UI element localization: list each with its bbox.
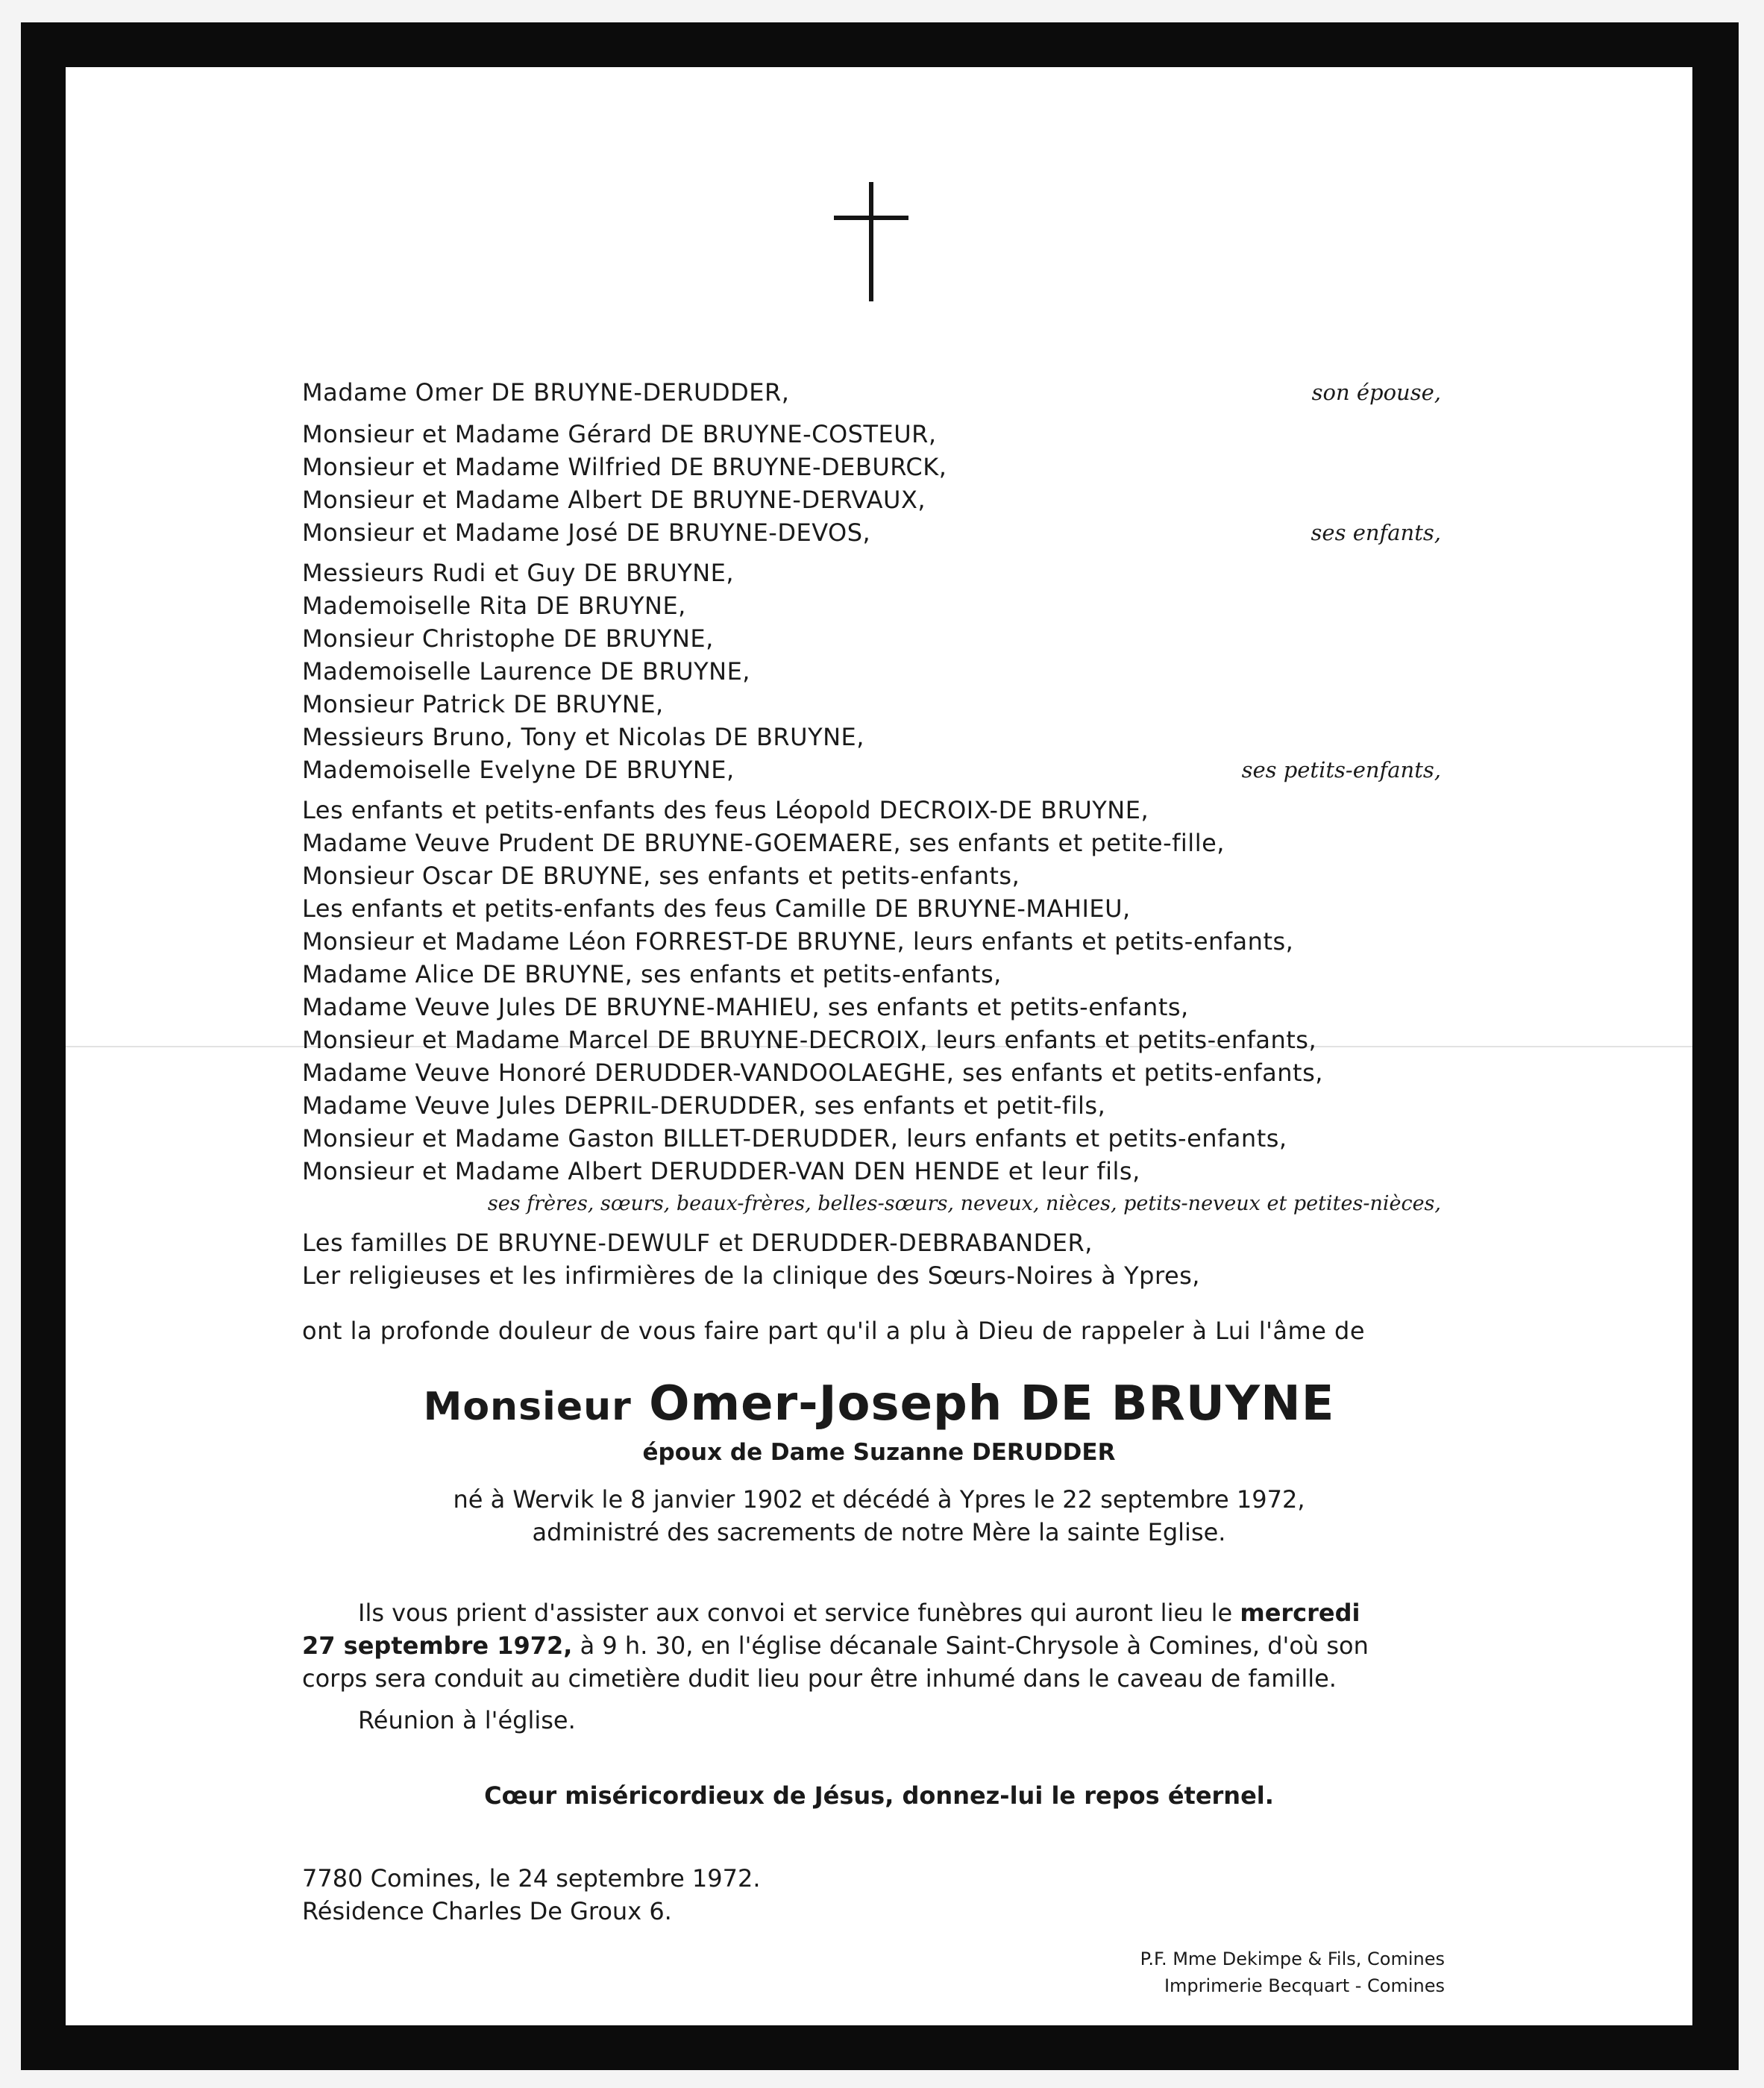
prayer-line: Cœur miséricordieux de Jésus, donnez-lui le repos éternel. xyxy=(484,1781,1274,1810)
printer-credit: Imprimerie Becquart - Comines xyxy=(1164,1975,1445,1996)
family-line: Monsieur et Madame Wilfried DE BRUYNE-DEBURCK, xyxy=(302,453,947,481)
sacraments-line: administré des sacrements de notre Mère la sainte Eglise. xyxy=(532,1518,1226,1546)
deceased-title: Monsieur xyxy=(423,1385,632,1429)
family-line: Ler religieuses et les infirmières de la clinique des Sœurs-Noires à Ypres, xyxy=(302,1261,1200,1290)
family-line: Madame Alice DE BRUYNE, ses enfants et petits-enfants, xyxy=(302,960,1002,988)
family-line: Messieurs Bruno, Tony et Nicolas DE BRUYNE, xyxy=(302,723,864,751)
family-line: Madame Veuve Jules DEPRIL-DERUDDER, ses enfants et petit-fils, xyxy=(302,1091,1106,1120)
family-line: Monsieur et Madame José DE BRUYNE-DEVOS, xyxy=(302,518,871,547)
relation-label-enfants: ses enfants, xyxy=(1311,520,1441,545)
family-line: Monsieur Christophe DE BRUYNE, xyxy=(302,624,714,653)
residence-address: Résidence Charles De Groux 6. xyxy=(302,1897,672,1925)
service-line-2: 27 septembre 1972, à 9 h. 30, en l'église décanale Saint-Chrysole à Comines, d'où son xyxy=(302,1631,1369,1660)
deceased-spouse: époux de Dame Suzanne DERUDDER xyxy=(642,1439,1116,1466)
announcement-text: ont la profonde douleur de vous faire part qu'il a plu à Dieu de rappeler à Lui l'âme de xyxy=(302,1317,1366,1345)
family-line: Monsieur Patrick DE BRUYNE, xyxy=(302,690,664,718)
family-line: Mademoiselle Laurence DE BRUYNE, xyxy=(302,657,750,686)
family-line: Mademoiselle Evelyne DE BRUYNE, xyxy=(302,756,735,784)
family-line: Monsieur et Madame Léon FORREST-DE BRUYNE, leurs enfants et petits-enfants, xyxy=(302,927,1294,956)
family-line: Les familles DE BRUYNE-DEWULF et DERUDDER-DEBRABANDER, xyxy=(302,1229,1093,1257)
family-line: Madame Veuve Prudent DE BRUYNE-GOEMAERE, ses enfants et petite-fille, xyxy=(302,829,1225,857)
relation-label-petits-enfants: ses petits-enfants, xyxy=(1241,757,1441,783)
family-line: Monsieur et Madame Gaston BILLET-DERUDDER, leurs enfants et petits-enfants, xyxy=(302,1124,1287,1153)
family-line: Madame Veuve Honoré DERUDDER-VANDOOLAEGHE, ses enfants et petits-enfants, xyxy=(302,1059,1323,1087)
family-line: Monsieur Oscar DE BRUYNE, ses enfants et petits-enfants, xyxy=(302,862,1020,890)
family-line: Madame Omer DE BRUYNE-DERUDDER, xyxy=(302,378,790,407)
family-line: Monsieur et Madame Albert DE BRUYNE-DERVAUX, xyxy=(302,486,926,514)
family-line: Messieurs Rudi et Guy DE BRUYNE, xyxy=(302,559,735,587)
family-line: Les enfants et petits-enfants des feus Léopold DECROIX-DE BRUYNE, xyxy=(302,796,1149,824)
service-line-1: Ils vous prient d'assister aux convoi et service funèbres qui auront lieu le mercredi xyxy=(358,1599,1360,1627)
deceased-name xyxy=(66,1373,1692,1438)
meeting-line: Réunion à l'église. xyxy=(358,1706,576,1734)
funeral-home-credit: P.F. Mme Dekimpe & Fils, Comines xyxy=(1140,1949,1445,1969)
family-line: Madame Veuve Jules DE BRUYNE-MAHIEU, ses enfants et petits-enfants, xyxy=(302,993,1189,1021)
family-line: Mademoiselle Rita DE BRUYNE, xyxy=(302,592,686,620)
service-line-3: corps sera conduit au cimetière dudit lieu pour être inhumé dans le caveau de famille. xyxy=(302,1664,1337,1693)
birth-death-line: né à Wervik le 8 janvier 1902 et décédé à Ypres le 22 septembre 1972, xyxy=(453,1485,1305,1514)
place-date: 7780 Comines, le 24 septembre 1972. xyxy=(302,1864,761,1893)
relation-label-epouse: son épouse, xyxy=(1311,380,1441,405)
family-line: Les enfants et petits-enfants des feus Camille DE BRUYNE-MAHIEU, xyxy=(302,894,1131,923)
family-line: Monsieur et Madame Albert DERUDDER-VAN DEN HENDE et leur fils, xyxy=(302,1157,1140,1185)
family-line: Monsieur et Madame Marcel DE BRUYNE-DECROIX, leurs enfants et petits-enfants, xyxy=(302,1026,1317,1054)
deceased-fullname: Omer-Joseph DE BRUYNE xyxy=(649,1376,1335,1432)
cross-icon xyxy=(834,182,908,301)
relation-label-siblings: ses frères, sœurs, beaux-frères, belles-sœurs, neveux, nièces, petits-neveux et petites-nièces, xyxy=(487,1192,1441,1215)
family-line: Monsieur et Madame Gérard DE BRUYNE-COSTEUR, xyxy=(302,420,937,448)
